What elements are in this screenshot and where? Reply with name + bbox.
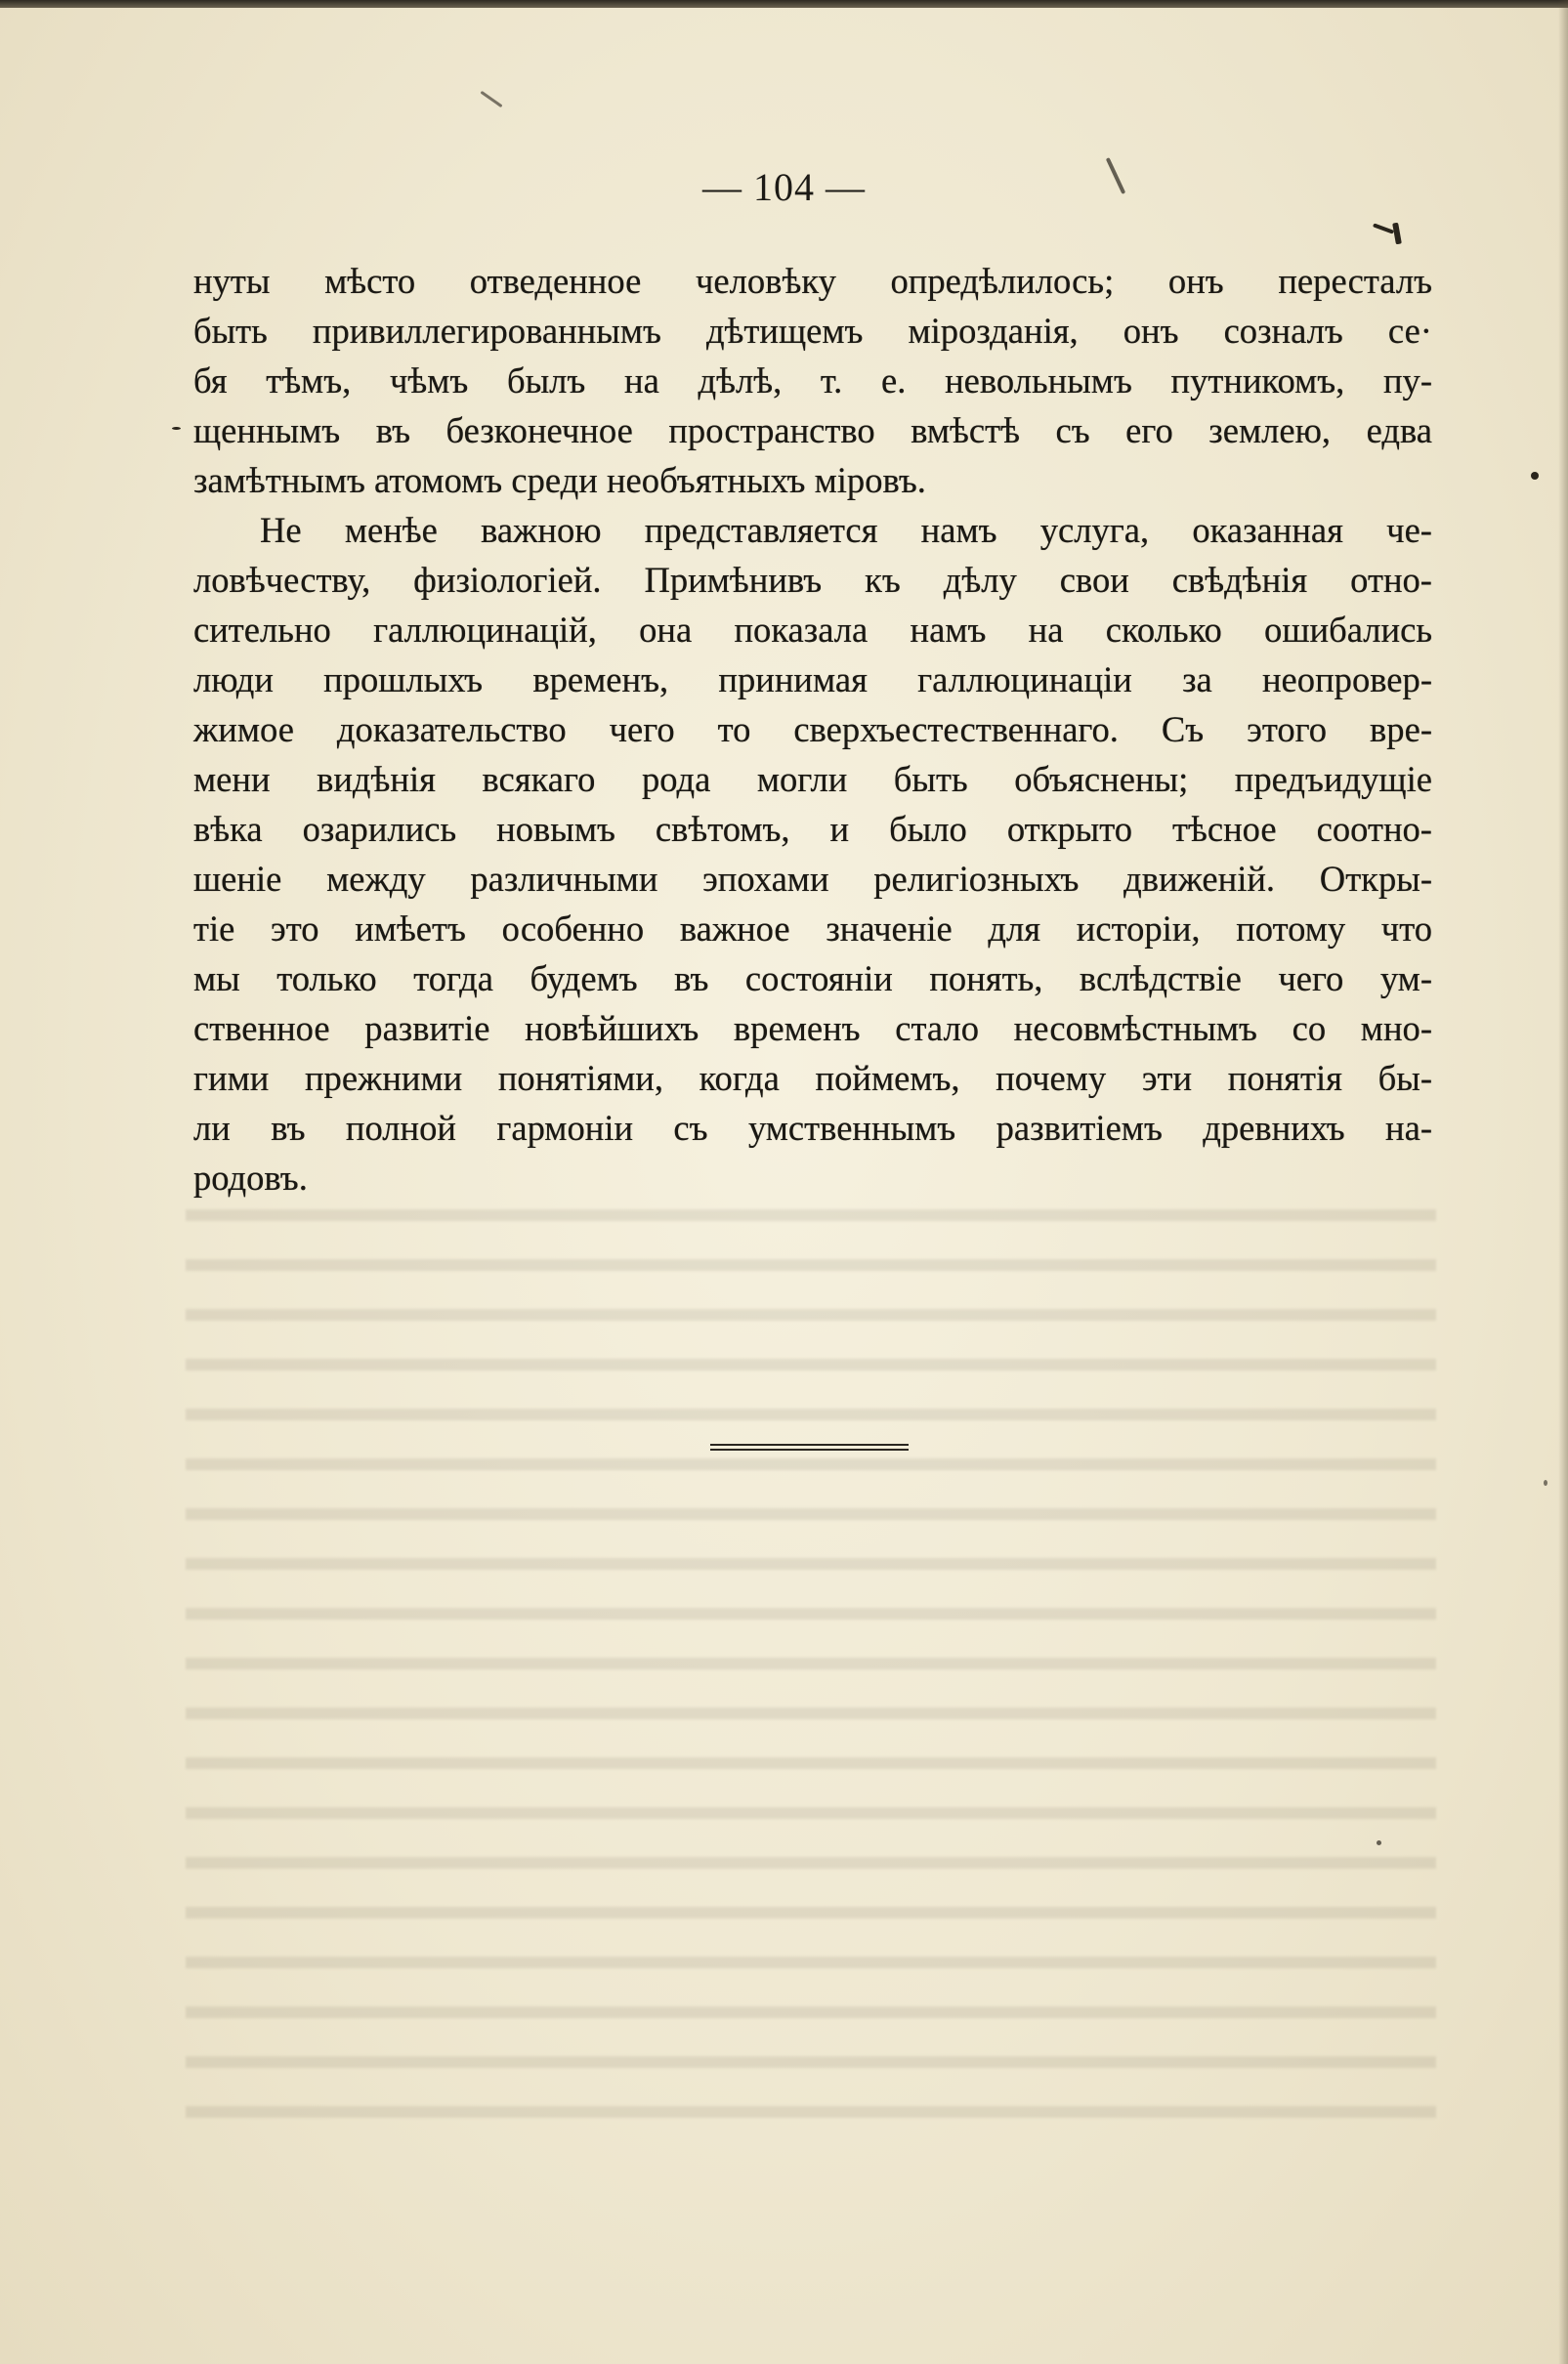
text-line: ли въ полной гармоніи съ умственнымъ развитіемъ древнихъ на- xyxy=(193,1108,1432,1148)
text-line: люди прошлыхъ временъ, принимая галлюцинаціи за неопровер- xyxy=(193,659,1432,699)
paragraph-1 xyxy=(193,256,1432,505)
text-line: шеніе между различными эпохами религіозныхъ движеній. Откры- xyxy=(193,859,1432,899)
text-line: родовъ. xyxy=(193,1158,308,1198)
text-line: сительно галлюцинацій, она показала намъ на сколько ошибались xyxy=(193,610,1432,650)
ink-speck xyxy=(172,427,181,430)
text-line: вѣка озарились новымъ свѣтомъ, и было открыто тѣсное соотно- xyxy=(193,809,1432,849)
text-line: мы только тогда будемъ въ состояніи понять, вслѣдствіе чего ум- xyxy=(193,958,1432,998)
ink-speck xyxy=(480,91,502,107)
text-line: замѣтнымъ атомомъ среди необъятныхъ міровъ. xyxy=(193,460,926,500)
ink-speck xyxy=(1531,472,1539,480)
page-right-edge xyxy=(1558,0,1568,2364)
text-line: Не менѣе важною представляется намъ услуга, оказанная че- xyxy=(260,510,1432,550)
text-line: жимое доказательство чего то сверхъестественнаго. Съ этого вре- xyxy=(193,709,1432,749)
text-line: тіе это имѣетъ особенно важное значеніе для исторіи, потому что xyxy=(193,908,1432,949)
text-line: гими прежними понятіями, когда поймемъ, почему эти понятія бы- xyxy=(193,1058,1432,1098)
show-through-text xyxy=(186,1187,1436,2125)
ink-speck xyxy=(1544,1480,1547,1486)
ink-speck xyxy=(1392,223,1402,245)
ink-speck xyxy=(1377,1840,1381,1845)
text-line: бя тѣмъ, чѣмъ былъ на дѣлѣ, т. е. невольнымъ путникомъ, пу- xyxy=(193,360,1432,401)
text-line: ловѣчеству, физіологіей. Примѣнивъ къ дѣлу свои свѣдѣнія отно- xyxy=(193,560,1432,600)
ink-speck xyxy=(1373,223,1394,233)
page-top-edge xyxy=(0,0,1568,8)
body-text xyxy=(193,256,1432,1203)
text-line: быть привиллегированнымъ дѣтищемъ мірозданія, онъ созналъ се· xyxy=(193,311,1432,351)
page-number: — 104 — xyxy=(702,165,866,209)
text-line: щеннымъ въ безконечное пространство вмѣстѣ съ его землею, едва xyxy=(193,410,1432,450)
text-line: ственное развитіе новѣйшихъ временъ стало несовмѣстнымъ со мно- xyxy=(193,1008,1432,1048)
text-line: мени видѣнія всякаго рода могли быть объяснены; предъидущіе xyxy=(193,759,1432,799)
text-line: нуты мѣсто отведенное человѣку опредѣлилось; онъ пересталъ xyxy=(193,261,1432,301)
section-divider xyxy=(710,1444,909,1451)
paragraph-2 xyxy=(193,505,1432,1203)
